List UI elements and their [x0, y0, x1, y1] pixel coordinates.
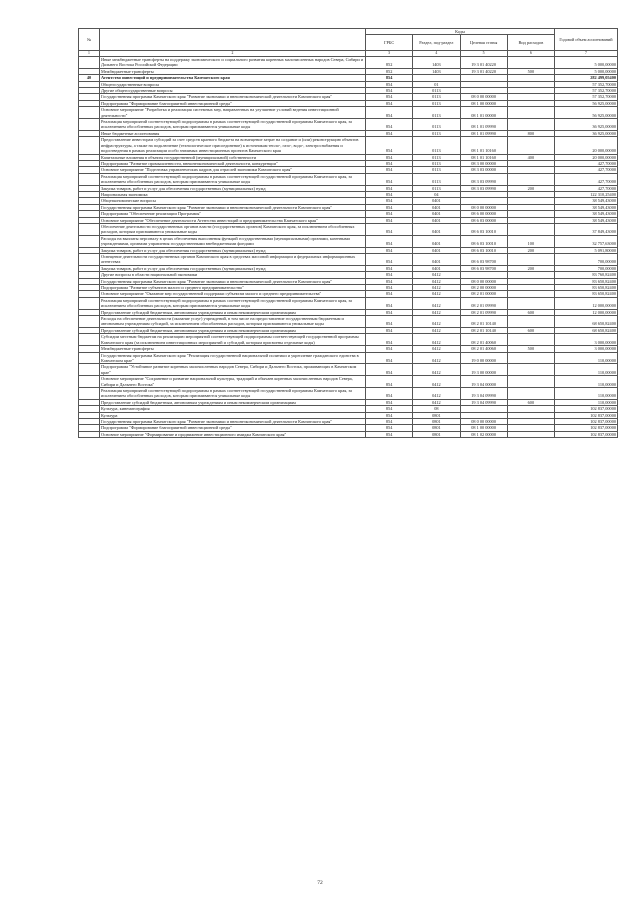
row-target-article: 19 3 04 09990	[460, 399, 507, 405]
row-rzpr: 0412	[413, 376, 460, 388]
row-rzpr: 0801	[413, 418, 460, 424]
row-name: Расходы на обеспечение деятельности (оказание услуг) учреждений, в том числе на предоставление государственным бюджетным и автономным учреждениям субсидий, за исключением обособленных расходов, которым присваиваются уникальные коды	[100, 316, 366, 328]
row-expense-type	[507, 223, 554, 235]
row-name: Государственная программа Камчатского края "Реализация государственной национальной политики и укрепление гражданского единства в Камчатском крае"	[100, 352, 366, 364]
header-rzpr: Раздел, под-раздел	[413, 35, 460, 51]
row-grbs: 854	[366, 173, 413, 185]
row-amount: 3 000,00000	[555, 346, 618, 352]
row-expense-type: 500	[507, 346, 554, 352]
row-name: Агентство инвестиций и предпринимательства Камчатского края	[100, 75, 366, 81]
row-amount: 5 000,00000	[555, 68, 618, 74]
row-rzpr: 0113	[413, 107, 460, 119]
row-grbs: 854	[366, 399, 413, 405]
row-target-article: 08 3 00 00000	[460, 160, 507, 166]
row-grbs: 854	[366, 119, 413, 131]
row-number	[79, 334, 100, 346]
row-name: Государственная программа Камчатского края "Развитие экономики и внешнеэкономической деятельности Камчатского края"	[100, 418, 366, 424]
row-name: Общегосударственные вопросы	[100, 81, 366, 87]
table-row	[79, 334, 618, 346]
row-name: Реализация мероприятий соответствующей подпрограммы в рамках соответствующей государственной программы Камчатского края, за исключением обособленных расходов, которым присваиваются уникальные коды	[100, 387, 366, 399]
row-rzpr: 0401	[413, 223, 460, 235]
row-target-article: 08 6 03 10010	[460, 223, 507, 235]
row-expense-type: 600	[507, 309, 554, 315]
row-target-article: 08 2 01 09990	[460, 309, 507, 315]
header-vr: Вид расходов	[507, 35, 554, 51]
row-name: Подпрограмма "Развитие субъектов малого и среднего предпринимательства"	[100, 285, 366, 291]
row-name: Освещение деятельности государственных органов Камчатского края в средствах массовой информации и федеральных информационных агентствах	[100, 254, 366, 266]
header-amount: Годовой объем ассигнований	[555, 29, 618, 51]
row-rzpr: 0113	[413, 185, 460, 191]
row-grbs: 854	[366, 346, 413, 352]
row-grbs: 854	[366, 160, 413, 166]
row-amount: 700,00000	[555, 254, 618, 266]
row-expense-type	[507, 352, 554, 364]
row-expense-type	[507, 107, 554, 119]
row-amount: 38 549,43000	[555, 198, 618, 204]
row-name: Основное мероприятие "Обеспечение деятельности Агентства инвестиций и предпринимательства Камчатского края"	[100, 217, 366, 223]
row-number	[79, 387, 100, 399]
row-rzpr: 0412	[413, 364, 460, 376]
row-rzpr: 0801	[413, 425, 460, 431]
row-expense-type	[507, 297, 554, 309]
table-row	[79, 223, 618, 235]
row-name: Основное мероприятие "Подготовка управленческих кадров для отраслей экономики Камчатского края"	[100, 167, 366, 173]
row-rzpr: 0113	[413, 154, 460, 160]
header-cs: Целевая статья	[460, 35, 507, 51]
table-row	[79, 235, 618, 247]
row-amount: 36 925,00000	[555, 130, 618, 136]
row-target-article: 08 6 03 10010	[460, 235, 507, 247]
row-expense-type: 200	[507, 185, 554, 191]
row-grbs: 854	[366, 297, 413, 309]
row-grbs: 854	[366, 81, 413, 87]
budget-table	[78, 28, 618, 438]
row-grbs: 854	[366, 167, 413, 173]
row-name: Государственная программа Камчатского края "Развитие экономики и внешнеэкономической деятельности Камчатского края"	[100, 278, 366, 284]
row-grbs: 854	[366, 94, 413, 100]
row-name: Культура, кинематография	[100, 406, 366, 412]
row-grbs: 854	[366, 418, 413, 424]
header-name	[100, 29, 366, 51]
row-amount: 12 000,00000	[555, 297, 618, 309]
row-target-article: 08 1 01 10160	[460, 154, 507, 160]
table-row	[79, 297, 618, 309]
row-target-article: 08 2 01 09990	[460, 297, 507, 309]
row-expense-type	[507, 137, 554, 154]
row-target-article: 08 2 01 10140	[460, 327, 507, 333]
page-number: 72	[317, 880, 323, 886]
row-grbs: 854	[366, 154, 413, 160]
row-expense-type: 100	[507, 235, 554, 247]
row-expense-type: 800	[507, 130, 554, 136]
row-target-article: 08 1 01 00000	[460, 107, 507, 119]
row-amount: 282 499,05400	[555, 75, 618, 81]
row-target-article: 08 3 03 00000	[460, 167, 507, 173]
row-amount: 83 650,82400	[555, 278, 618, 284]
row-name: Подпрограмма "Устойчивое развитие коренных малочисленных народов Севера, Сибири и Дальнего Востока, проживающих в Камчатском крае"	[100, 364, 366, 376]
row-number	[79, 107, 100, 119]
row-grbs: 854	[366, 376, 413, 388]
row-amount: 83 650,82400	[555, 291, 618, 297]
row-amount: 427,70000	[555, 185, 618, 191]
row-number	[79, 316, 100, 328]
row-amount: 56 925,00000	[555, 107, 618, 119]
row-target-article: 19 3 04 09990	[460, 387, 507, 399]
row-amount: 427,70000	[555, 167, 618, 173]
row-grbs: 854	[366, 334, 413, 346]
row-target-article: 08 0 00 00000	[460, 94, 507, 100]
table-row	[79, 364, 618, 376]
row-target-article: 08 2 01 10140	[460, 316, 507, 328]
index-cell: 4	[413, 51, 460, 57]
row-expense-type	[507, 431, 554, 437]
row-rzpr: 08	[413, 406, 460, 412]
row-target-article: 19 3 01 40220	[460, 57, 507, 69]
row-target-article: 08 1 01 09990	[460, 130, 507, 136]
row-number: 40	[79, 75, 100, 81]
row-amount: 68 650,82400	[555, 316, 618, 328]
row-rzpr: 0412	[413, 316, 460, 328]
row-amount: 38 549,43000	[555, 217, 618, 223]
row-grbs: 854	[366, 137, 413, 154]
row-amount: 68 650,82400	[555, 327, 618, 333]
row-amount: 5 000,00000	[555, 57, 618, 69]
row-target-article: 08 1 00 00000	[460, 100, 507, 106]
row-name: Закупка товаров, работ и услуг для обеспечения государственных (муниципальных) нужд	[100, 185, 366, 191]
row-amount: 102 837,00000	[555, 418, 618, 424]
row-rzpr: 0113	[413, 94, 460, 100]
row-target-article: 08 6 03 98700	[460, 254, 507, 266]
row-grbs: 854	[366, 272, 413, 278]
row-number	[79, 254, 100, 266]
index-cell: 7	[555, 51, 618, 57]
row-name: Другие общегосударственные вопросы	[100, 88, 366, 94]
row-target-article: 08 2 01 40060	[460, 334, 507, 346]
row-name: Обеспечение деятельности государственных органов власти (государственных органов) Камчатского края, за исключением обособленных расходов, которым присваиваются уникальные коды	[100, 223, 366, 235]
row-number	[79, 119, 100, 131]
row-rzpr: 0412	[413, 285, 460, 291]
row-name: Иные бюджетные ассигнования	[100, 130, 366, 136]
row-number	[79, 235, 100, 247]
row-expense-type: 600	[507, 399, 554, 405]
row-grbs: 854	[366, 211, 413, 217]
row-target-article: 19 0 00 00000	[460, 352, 507, 364]
row-grbs: 854	[366, 88, 413, 94]
row-name: Межбюджетные трансферты	[100, 346, 366, 352]
row-rzpr: 0412	[413, 387, 460, 399]
row-name: Предоставление инвесторам субсидий за счет средств краевого бюджета на возмещение затрат на создание и (или) реконструкцию объектов инфраструктуры, а также на подключение (технологическое присоединение) к источникам тепло-, газо-, водо-, электроснабжения и водоотведения в рамках реализации особо значимых инвестиционных проектов Камчатского края	[100, 137, 366, 154]
row-name: Государственная программа Камчатского края "Развитие экономики и внешнеэкономической деятельности Камчатского края"	[100, 94, 366, 100]
table-row	[79, 254, 618, 266]
row-target-article: 08 3 03 09990	[460, 173, 507, 185]
row-amount: 57 352,70000	[555, 88, 618, 94]
row-amount: 110,00000	[555, 352, 618, 364]
row-grbs: 854	[366, 235, 413, 247]
row-expense-type	[507, 364, 554, 376]
row-expense-type: 200	[507, 265, 554, 271]
row-name: Основное мероприятие "Оказание мер государственной поддержки субъектам малого и среднего предпринимательства"	[100, 291, 366, 297]
row-rzpr: 0801	[413, 431, 460, 437]
row-expense-type	[507, 387, 554, 399]
row-rzpr: 0113	[413, 130, 460, 136]
row-grbs: 854	[366, 100, 413, 106]
row-rzpr: 0412	[413, 334, 460, 346]
row-amount: 102 837,00000	[555, 412, 618, 418]
row-grbs: 854	[366, 387, 413, 399]
index-cell: 1	[79, 51, 100, 57]
row-rzpr: 0113	[413, 167, 460, 173]
row-amount: 427,70000	[555, 160, 618, 166]
row-amount: 110,00000	[555, 387, 618, 399]
row-grbs: 854	[366, 406, 413, 412]
row-target-article: 08 2 01 00000	[460, 291, 507, 297]
row-name: Основное мероприятие "Разработка и реализация системных мер, направленных на улучшение условий ведения инвестиционной деятельности"	[100, 107, 366, 119]
index-cell: 2	[100, 51, 366, 57]
row-rzpr: 0113	[413, 137, 460, 154]
row-name: Культура	[100, 412, 366, 418]
row-rzpr: 04	[413, 191, 460, 197]
table-row	[79, 107, 618, 119]
row-target-article: 08 2 01 40060	[460, 346, 507, 352]
row-name: Национальная экономика	[100, 191, 366, 197]
row-target-article: 08 6 03 98700	[460, 265, 507, 271]
table-row	[79, 316, 618, 328]
row-grbs: 854	[366, 191, 413, 197]
row-amount: 3 000,00000	[555, 334, 618, 346]
row-amount: 56 925,00000	[555, 100, 618, 106]
row-amount: 12 000,00000	[555, 309, 618, 315]
row-target-article: 08 0 00 00000	[460, 204, 507, 210]
row-name: Подпрограмма "Обеспечение реализации Программы"	[100, 211, 366, 217]
row-grbs: 854	[366, 431, 413, 437]
row-grbs: 854	[366, 198, 413, 204]
row-number	[79, 364, 100, 376]
row-target-article: 08 3 03 09990	[460, 185, 507, 191]
row-rzpr: 0401	[413, 254, 460, 266]
row-rzpr: 0412	[413, 278, 460, 284]
row-rzpr: 0113	[413, 119, 460, 131]
row-target-article: 08 1 01 09990	[460, 119, 507, 131]
row-amount: 102 837,00000	[555, 431, 618, 437]
row-expense-type: 500	[507, 68, 554, 74]
row-name: Межбюджетные трансферты	[100, 68, 366, 74]
row-expense-type	[507, 254, 554, 266]
row-grbs: 854	[366, 247, 413, 253]
row-expense-type: 400	[507, 154, 554, 160]
index-cell: 6	[507, 51, 554, 57]
row-name: Предоставление субсидий бюджетным, автономным учреждениям и иным некоммерческим организациям	[100, 399, 366, 405]
row-target-article: 08 6 03 10010	[460, 247, 507, 253]
header-codes: Коды	[366, 29, 555, 35]
table-row	[79, 387, 618, 399]
row-grbs: 854	[366, 254, 413, 266]
table-row	[79, 57, 618, 69]
row-rzpr: 0412	[413, 399, 460, 405]
row-name: Закупка товаров, работ и услуг для обеспечения государственных (муниципальных) нужд	[100, 247, 366, 253]
row-amount: 20 000,00000	[555, 154, 618, 160]
row-name: Реализация мероприятий соответствующей подпрограммы в рамках соответствующей государственной программы Камчатского края, за исключением обособленных расходов, которым присваиваются уникальные коды	[100, 173, 366, 185]
row-name: Закупка товаров, работ и услуг для обеспечения государственных (муниципальных) нужд	[100, 265, 366, 271]
row-rzpr: 0401	[413, 265, 460, 271]
row-amount: 37 849,43000	[555, 223, 618, 235]
table-row	[79, 119, 618, 131]
row-name: Предоставление субсидий бюджетным, автономным учреждениям и иным некоммерческим организациям	[100, 309, 366, 315]
row-name: Реализация мероприятий соответствующей подпрограммы в рамках соответствующей государственной программы Камчатского края, за исключением обособленных расходов, которым присваиваются уникальные коды	[100, 119, 366, 131]
row-target-article: 08 6 03 00000	[460, 217, 507, 223]
row-amount: 38 549,43000	[555, 204, 618, 210]
row-grbs: 854	[366, 309, 413, 315]
row-name: Государственная программа Камчатского края "Развитие экономики и внешнеэкономической деятельности Камчатского края"	[100, 204, 366, 210]
row-amount: 83 760,82400	[555, 272, 618, 278]
row-target-article: 08 2 00 00000	[460, 285, 507, 291]
index-cell: 5	[460, 51, 507, 57]
row-target-article: 08 0 00 00000	[460, 418, 507, 424]
row-expense-type	[507, 334, 554, 346]
row-expense-type	[507, 119, 554, 131]
row-target-article: 08 1 02 00000	[460, 431, 507, 437]
row-target-article: 08 6 00 00000	[460, 211, 507, 217]
row-grbs: 854	[366, 265, 413, 271]
row-target-article: 19 3 04 00000	[460, 376, 507, 388]
row-name: Предоставление субсидий бюджетным, автономным учреждениям и иным некоммерческим организациям	[100, 327, 366, 333]
row-target-article: 08 1 00 00000	[460, 425, 507, 431]
row-rzpr: 0412	[413, 297, 460, 309]
row-rzpr: 0113	[413, 173, 460, 185]
row-expense-type	[507, 57, 554, 69]
table-row	[79, 173, 618, 185]
row-amount: 36 925,00000	[555, 119, 618, 131]
row-amount: 700,00000	[555, 265, 618, 271]
row-rzpr: 0412	[413, 291, 460, 297]
row-grbs: 854	[366, 412, 413, 418]
row-rzpr: 0113	[413, 100, 460, 106]
row-rzpr: 0412	[413, 352, 460, 364]
row-expense-type	[507, 316, 554, 328]
row-grbs: 854	[366, 185, 413, 191]
row-amount: 57 352,70000	[555, 94, 618, 100]
row-rzpr: 0401	[413, 204, 460, 210]
row-grbs: 854	[366, 352, 413, 364]
row-amount: 20 000,00000	[555, 137, 618, 154]
row-target-article: 19 3 01 40220	[460, 68, 507, 74]
row-expense-type: 600	[507, 327, 554, 333]
header-num: №	[79, 29, 100, 51]
row-amount: 110,00000	[555, 399, 618, 405]
row-rzpr: 0412	[413, 309, 460, 315]
row-rzpr: 0401	[413, 198, 460, 204]
row-grbs: 852	[366, 57, 413, 69]
row-rzpr: 0412	[413, 272, 460, 278]
row-target-article: 08 0 00 00000	[460, 278, 507, 284]
row-amount: 122 310,25400	[555, 191, 618, 197]
row-grbs: 852	[366, 68, 413, 74]
row-grbs: 854	[366, 285, 413, 291]
row-name: Реализация мероприятий соответствующей подпрограммы в рамках соответствующей государственной программы Камчатского края, за исключением обособленных расходов, которым присваиваются уникальные коды	[100, 297, 366, 309]
row-number	[79, 431, 100, 437]
row-target-article: 19 3 00 00000	[460, 364, 507, 376]
row-rzpr: 0401	[413, 217, 460, 223]
table-row	[79, 352, 618, 364]
row-amount: 57 352,70000	[555, 81, 618, 87]
row-expense-type	[507, 376, 554, 388]
table-row	[79, 376, 618, 388]
row-rzpr: 0113	[413, 160, 460, 166]
row-rzpr: 0801	[413, 412, 460, 418]
row-grbs: 854	[366, 316, 413, 328]
row-name: Подпрограмма "Развитие промышленности, внешнеэкономической деятельности, конкуренции"	[100, 160, 366, 166]
row-name: Подпрограмма "Формирование благоприятной инвестиционной среды"	[100, 100, 366, 106]
row-rzpr: 0401	[413, 247, 460, 253]
table-body	[79, 57, 618, 438]
row-grbs: 854	[366, 327, 413, 333]
row-grbs: 854	[366, 425, 413, 431]
row-rzpr: 1403	[413, 57, 460, 69]
row-name: Другие вопросы в области национальной экономики	[100, 272, 366, 278]
row-amount: 83 650,82400	[555, 285, 618, 291]
row-rzpr: 0113	[413, 88, 460, 94]
row-name: Расходы на выплаты персоналу в целях обеспечения выполнения функций государственными (муниципальными) органами, казенными учреждениями, органами управления государственными внебюджетными фондами	[100, 235, 366, 247]
row-rzpr: 0412	[413, 327, 460, 333]
row-grbs: 854	[366, 107, 413, 119]
row-rzpr: 0401	[413, 211, 460, 217]
row-name: Общеэкономические вопросы	[100, 198, 366, 204]
row-grbs: 854	[366, 204, 413, 210]
row-amount: 5 091,80000	[555, 247, 618, 253]
row-name: Подпрограмма "Формирование благоприятной инвестиционной среды"	[100, 425, 366, 431]
row-number	[79, 137, 100, 154]
index-cell: 3	[366, 51, 413, 57]
row-number	[79, 297, 100, 309]
row-amount: 110,00000	[555, 376, 618, 388]
row-rzpr: 01	[413, 81, 460, 87]
row-grbs: 854	[366, 278, 413, 284]
row-number	[79, 352, 100, 364]
row-amount: 110,00000	[555, 364, 618, 376]
row-grbs: 854	[366, 75, 413, 81]
row-name: Капитальные вложения в объекты государственной (муниципальной) собственности	[100, 154, 366, 160]
row-amount: 32 757,63000	[555, 235, 618, 247]
row-grbs: 854	[366, 223, 413, 235]
row-amount: 427,70000	[555, 173, 618, 185]
row-rzpr: 0401	[413, 235, 460, 247]
row-expense-type: 200	[507, 247, 554, 253]
row-rzpr: 1403	[413, 68, 460, 74]
header-grbs: ГРБС	[366, 35, 413, 51]
row-number	[79, 376, 100, 388]
row-name: Основное мероприятие "Формирование и продвижение инвестиционного имиджа Камчатского края"	[100, 431, 366, 437]
table-row	[79, 431, 618, 437]
row-amount: 102 837,00000	[555, 406, 618, 412]
row-number	[79, 223, 100, 235]
row-target-article: 08 1 01 10160	[460, 137, 507, 154]
row-number	[79, 57, 100, 69]
row-grbs: 854	[366, 217, 413, 223]
row-amount: 102 837,00000	[555, 425, 618, 431]
row-grbs: 854	[366, 130, 413, 136]
row-grbs: 854	[366, 291, 413, 297]
row-name: Основное мероприятие "Сохранение и развитие национальной культуры, традиций и обычаев коренных малочисленных народов Севера, Сибири и Дальнего Востока"	[100, 376, 366, 388]
row-amount: 38 549,43000	[555, 211, 618, 217]
row-rzpr: 0412	[413, 346, 460, 352]
row-grbs: 854	[366, 364, 413, 376]
row-name: Иные межбюджетные трансферты на поддержку экономического и социального развития коренных малочисленных народов Севера, Сибири и Дальнего Востока Российской Федерации	[100, 57, 366, 69]
row-name: Субсидии местным бюджетам на реализацию мероприятий соответствующей подпрограммы соответствующей государственной программы Камчатского края (за исключением инвестиционных мероприятий и субсидий, которым присвоены отдельные коды)	[100, 334, 366, 346]
row-number	[79, 173, 100, 185]
row-expense-type	[507, 173, 554, 185]
table-row	[79, 137, 618, 154]
